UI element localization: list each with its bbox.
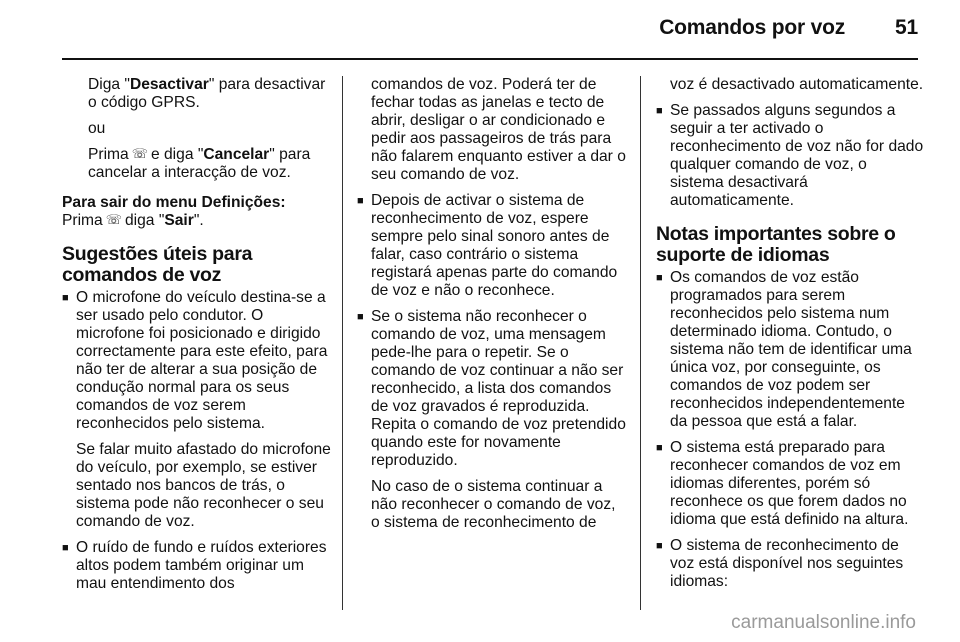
column-divider-1 bbox=[342, 76, 343, 610]
list-item: ■ O sistema está preparado para reconhecer comandos de voz em idiomas diferentes, porém só reconhece os que forem dados no idioma que está definido na altura. bbox=[656, 439, 909, 528]
tips-heading: Sugestões úteis para comandos de voz bbox=[62, 243, 253, 286]
list-item: ■ O microfone do veículo destina-se a ser usado pelo condutor. O microfone foi posicionado e dirigido correctamente para este efeito, para não ter de alterar a sua posição de condução normal para os seus comandos de voz serem reconhecidos pelo sistema. bbox=[62, 289, 328, 432]
column-3 bbox=[656, 76, 924, 599]
list-item: ■ Depois de activar o sistema de reconhecimento de voz, espere sempre pelo sinal sonoro antes de falar, caso contrário o sistema registará apenas parte do comando de voz e não o reconhece. bbox=[357, 192, 618, 299]
list-item: ■ Se o sistema não reconhecer o comando de voz, uma mensagem pede-lhe para o repetir. Se o comando de voz continuar a não ser reconhecido, a lista dos comandos de voz gravados é reproduzida. Repita o comando de voz pretendido quando este for novamente reproduzido. bbox=[357, 308, 626, 469]
bullet-icon: ■ bbox=[656, 540, 663, 552]
bullet-icon: ■ bbox=[656, 105, 663, 117]
bullet-icon: ■ bbox=[656, 442, 663, 454]
command-sair: Sair bbox=[164, 212, 194, 229]
list-item: ■ O sistema de reconhecimento de voz está disponível nos seguintes idiomas: bbox=[656, 537, 904, 590]
list-item-continuation: No caso de o sistema continuar a não reconhecer o comando de voz, o sistema de reconhecimento de bbox=[371, 478, 616, 531]
voice-talk-button-icon: ☏ bbox=[131, 146, 148, 161]
page-number: 51 bbox=[895, 16, 918, 39]
bullet-icon: ■ bbox=[62, 292, 69, 304]
list-item: ■ Os comandos de voz estão programados para serem reconhecidos pelo sistema num determinado idioma. Contudo, o sistema não tem de identificar uma única voz, por conseguinte, os comandos de voz podem ser reconhecidos independentemente da pessoa que está a falar. bbox=[656, 269, 912, 430]
intro-paragraph-1: Diga "Desactivar" para desactivar o código GPRS. bbox=[88, 76, 326, 111]
page-title: Comandos por voz bbox=[659, 16, 846, 39]
command-cancelar: Cancelar bbox=[203, 146, 270, 163]
column-divider-2 bbox=[640, 76, 641, 610]
bullet-icon: ■ bbox=[62, 542, 69, 554]
intro-or: ou bbox=[88, 120, 106, 137]
bullet-icon: ■ bbox=[656, 272, 663, 284]
voice-talk-button-icon: ☏ bbox=[105, 212, 122, 227]
page-header bbox=[62, 16, 918, 40]
list-item-continuation: voz é desactivado automaticamente. bbox=[670, 76, 924, 93]
exit-heading: Para sair do menu Definições: bbox=[62, 194, 286, 211]
list-item-continuation: Se falar muito afastado do microfone do veículo, por exemplo, se estiver sentado nos bancos de trás, o sistema pode não reconhecer o seu comando de voz. bbox=[76, 441, 331, 530]
command-desactivar: Desactivar bbox=[129, 76, 209, 93]
list-item: ■ O ruído de fundo e ruídos exteriores altos podem também originar um mau entendimento dos bbox=[62, 539, 327, 592]
column-2 bbox=[357, 76, 627, 540]
bullet-icon: ■ bbox=[357, 311, 364, 323]
bullet-icon: ■ bbox=[357, 195, 364, 207]
notes-heading: Notas importantes sobre o suporte de idiomas bbox=[656, 223, 896, 266]
column-1 bbox=[62, 76, 332, 601]
watermark: carmanualsonline.info bbox=[731, 612, 916, 633]
header-rule bbox=[62, 58, 918, 60]
list-item-continuation: comandos de voz. Poderá ter de fechar todas as janelas e tecto de abrir, desligar o ar condicionado e pedir aos passageiros de trás para não falarem enquanto estiver a dar o seu comando de voz. bbox=[371, 76, 626, 183]
intro-paragraph-2: Prima ☏ e diga "Cancelar" para cancelar a interacção de voz. bbox=[88, 146, 311, 181]
exit-paragraph: Prima ☏ diga "Sair". bbox=[62, 212, 204, 229]
list-item: ■ Se passados alguns segundos a seguir a ter activado o reconhecimento de voz não for dado qualquer comando de voz, o sistema desactivará automaticamente. bbox=[656, 102, 924, 209]
